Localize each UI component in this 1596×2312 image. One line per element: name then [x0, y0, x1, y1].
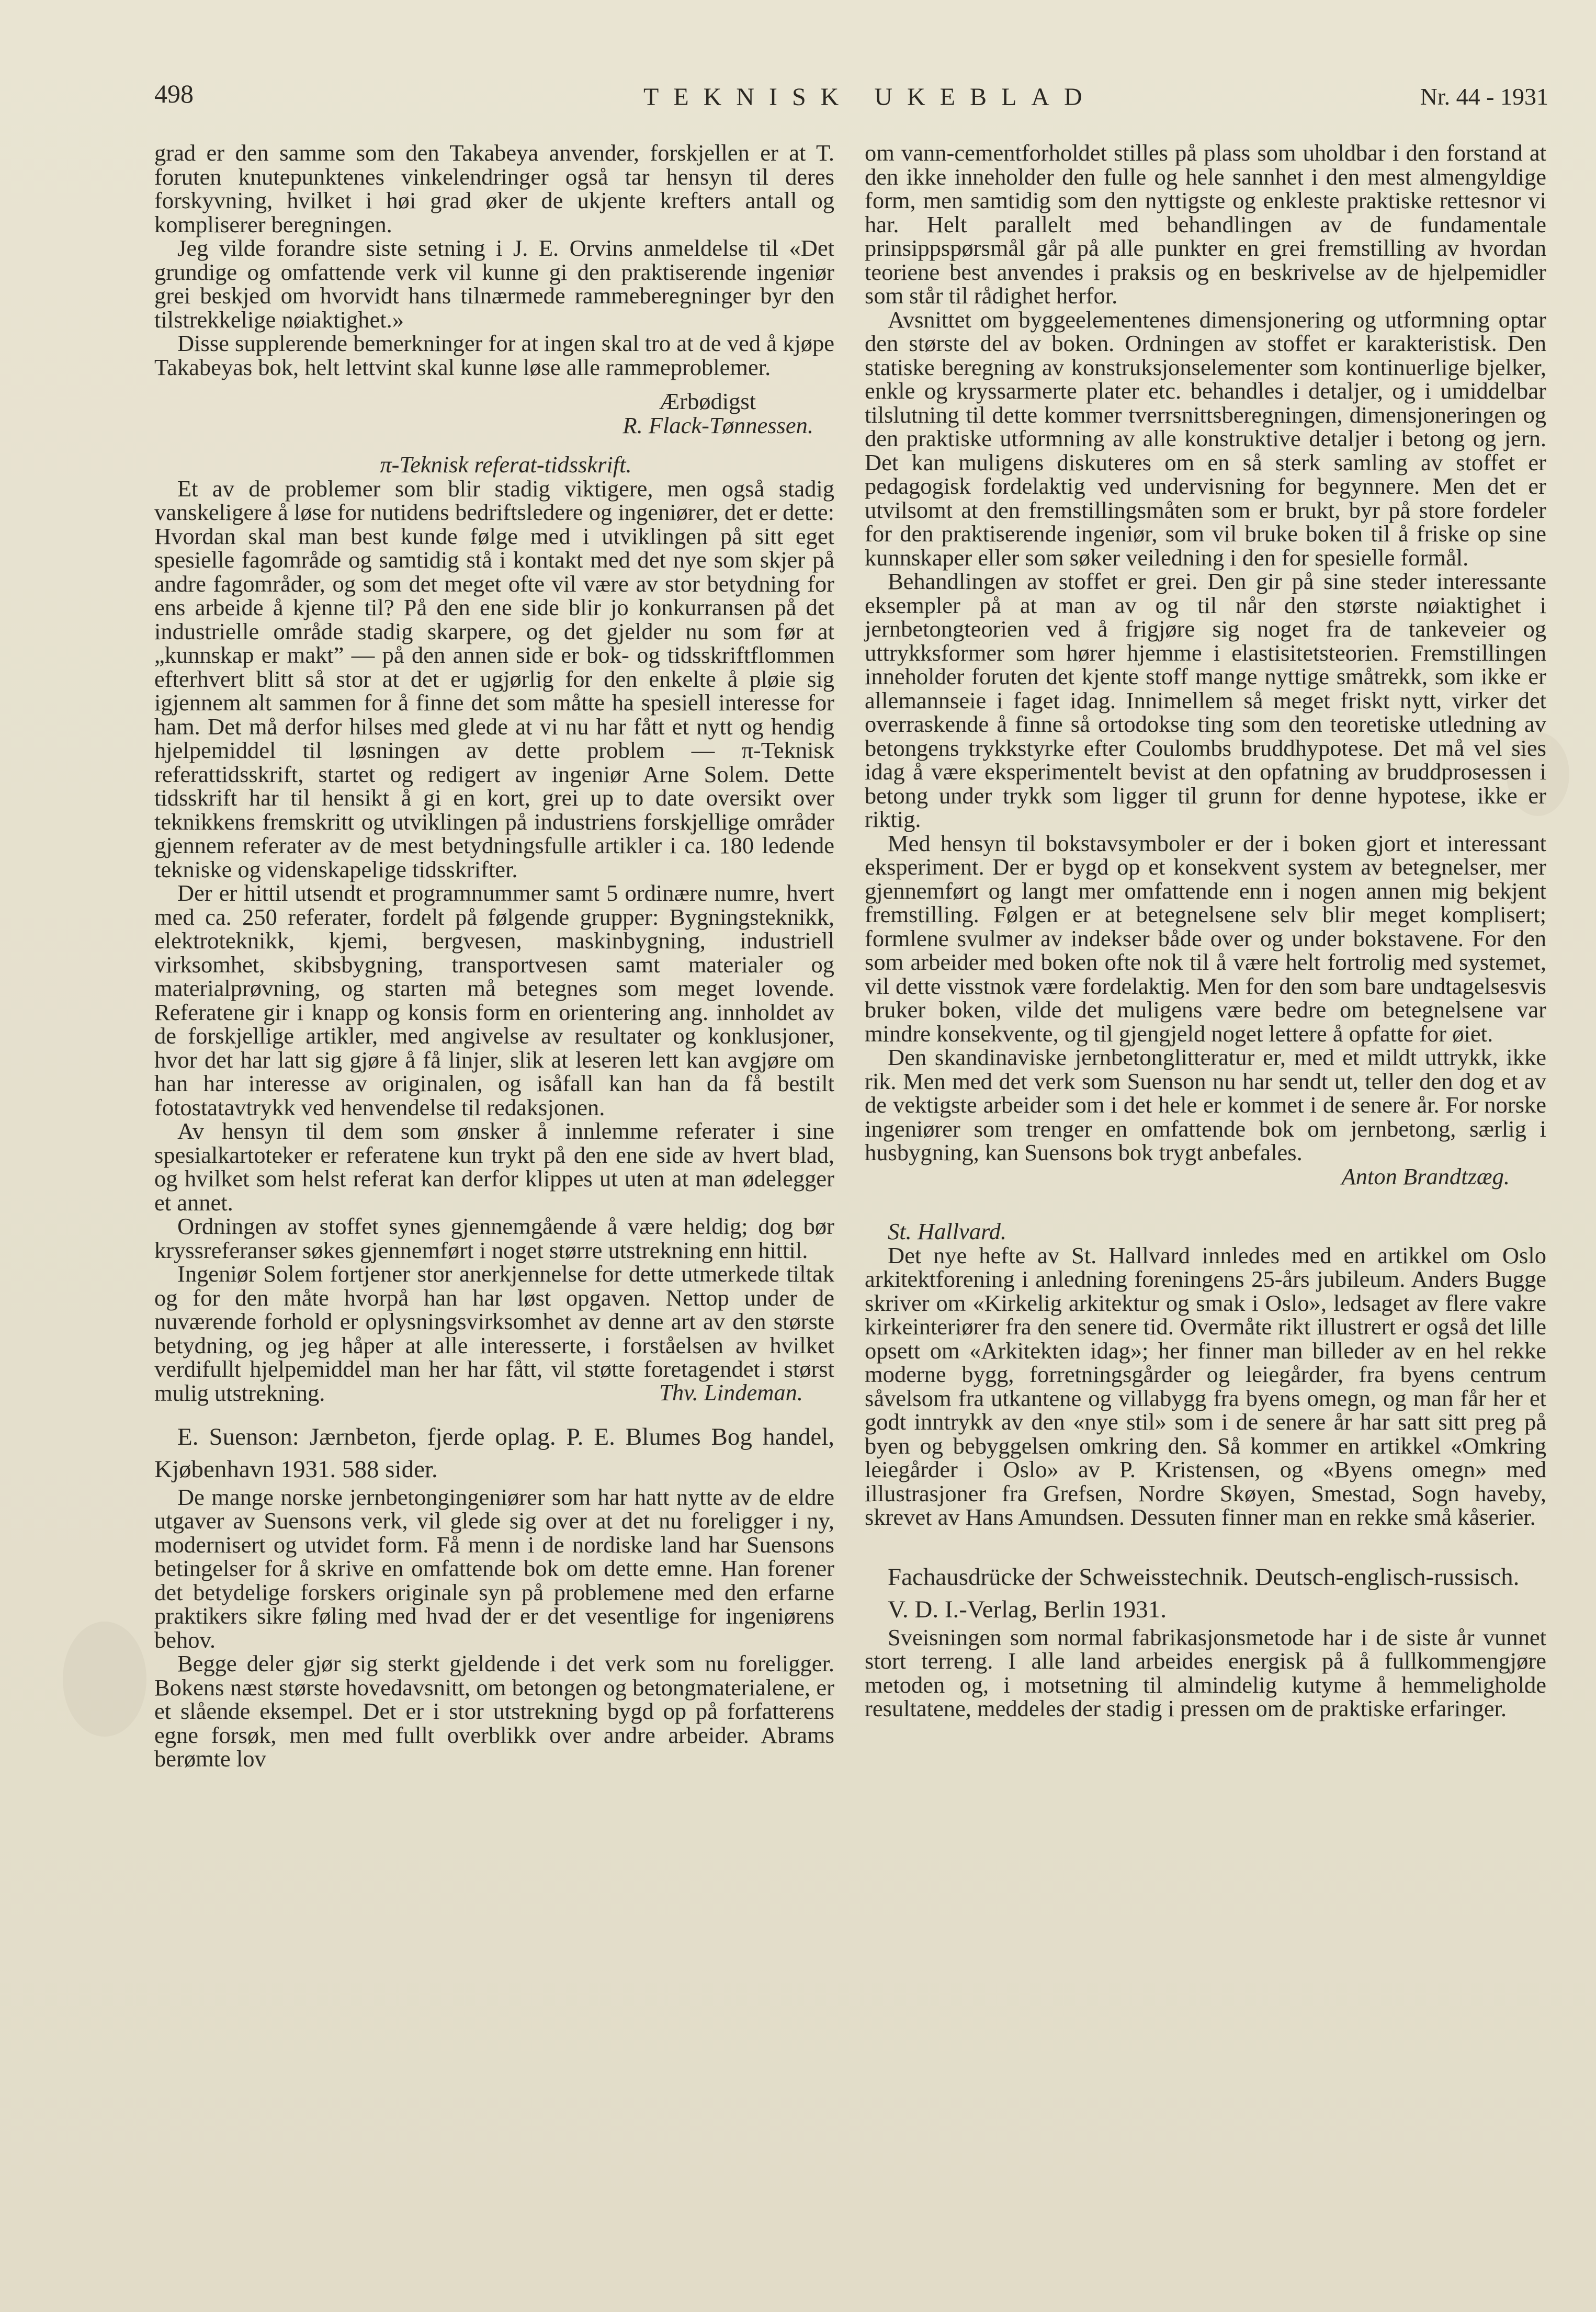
left-column: [154, 141, 834, 1771]
paragraph: De mange norske jernbetongingeniører som har hatt nytte av de eldre utgaver av Suensons verk, vil glede sig over at det nu foreligger i ny, modernisert og utvidet form. Få menn i de nordiske land har Suensons betingelser for å skrive en omfattende bok om dette emne. Han forener det betydelige forskers originale syn på problemene med den erfarne praktikers sikre føling med hvad der er det vesentlige for ingeniørens behov.: [154, 1483, 834, 1653]
paragraph: Med hensyn til bokstavsymboler er der i boken gjort et interessant eksperiment. Der er bygd op et konsekvent system av betegnelser, mer gjennemført og langt mer omfattende enn i nogen annen mig bekjent fremstilling. Følgen er at betegnelsene selv blir meget komplisert; formlene svulmer av indekser både over og under bokstavene. For den som arbeider med boken ofte nok til å være helt fortrolig med systemet, vil dette visstnok være fordelaktig. Men for den som bare undtagelsesvis bruker boken, vilde det muligens være bedre om betegnelsene var mindre konsekvente, og til gjengjeld noget lettere å opfatte for øiet.: [865, 830, 1546, 1047]
paragraph: Disse supplerende bemerkninger for at ingen skal tro at de ved å kjøpe Takabeyas bok, helt lettvint skal kunne løse alle rammeproblemer.: [154, 330, 834, 380]
paragraph: Et av de problemer som blir stadig viktigere, men også stadig vanskeligere å løse for nutidens bedriftsledere og ingeniører, det er dette: Hvordan skal man best kunde følge med i utviklingen på sitt eget spesielle fagområde og samtidig stå i kontakt med det nye som skjer på andre fagområder, og som det meget ofte vil være av stor betydning for ens arbeide å kjenne til? På den ene side blir jo konkurransen på det industrielle område stadig skarpere, og det gjelder nu som før at „kunnskap er makt” — på den annen side er bok- og tidsskriftflommen efterhvert blitt så stor at det er ugjørlig for den enkelte å pløie sig igjennem alt sammen for å finne det som måtte ha spesiell interesse for ham. Det må derfor hilses med glede at vi nu har fått et nytt og hendig hjelpemiddel til løsningen av dette problem — π-Teknisk referattidsskrift, startet og redigert av ingeniør Arne Solem. Dette tidsskrift har til hensikt å gi en kort, grei up to date oversikt over teknikkens fremskritt og utviklingen på industriens forskjellige områder gjennem referater av de mest betydningsfulle artikler i ca. 180 ledende tekniske og videnskapelige tidsskrifter.: [154, 475, 834, 882]
paragraph: Behandlingen av stoffet er grei. Den gir på sine steder interessante eksempler på at man av og til når den største nøiaktighet i jernbetongteorien ved å frigjøre sig noget fra de tankeveier og uttrykksformer som hører hjemme i elastisitetsteorien. Fremstillingen inneholder foruten det kjente stoff mange nyttige småtrekk, som ikke er allemannseie i faget idag. Innimellem så meget friskt nytt, virker det overraskende å finne så ortodokse ting som den teoretiske utledning av betongens trykkstyrke efter Coulombs bruddhypotese. Det må vel sies idag å være eksperimentelt bevist at den opfatning av bruddprosessen i betong under trykk som ligger til grunn for denne hypotese, ikke er riktig.: [865, 568, 1546, 832]
signature: Thv. Lindeman.: [659, 1379, 803, 1406]
paragraph: om vann-cementforholdet stilles på plass som uholdbar i den forstand at den ikke inneholder den fulle og hele sannhet i den mest almengyldige form, men samtidig som den nyttigste og enkleste praktiske rettesnor vi har. Helt parallelt med behandlingen av de fundamentale prinsippspørsmål går på alle punkter en grei fremstilling av hvordan teoriene best anvendes i praksis og en beskrivelse av de hjelpemidler som står til rådighet herfor.: [865, 140, 1546, 309]
right-column: [865, 141, 1546, 1721]
page-header: [154, 78, 1548, 120]
book-review-heading: E. Suenson: Jærnbeton, fjerde oplag. P. E. Blumes Bog handel, Kjøbenhavn 1931. 588 sider.: [154, 1423, 834, 1483]
signature: R. Flack-Tønnessen.: [622, 412, 813, 438]
closing: Ærbødigst: [659, 388, 756, 414]
paragraph: Avsnittet om byggeelementenes dimensjonering og utformning optar den største del av boken. Ordningen av stoffet er karakteristisk. Den statiske beregning av konstruksjonselementer som kontinuerlige bjelker, enkle og kryssarmerte plater etc. behandles i detaljer, og i umiddelbar tilslutning til dette kommer tverrsnittsberegningen, dimensjoneringen og den praktiske utformning av alle konstruktive detaljer i betong og jern. Det kan muligens diskuteres om en så sterk samling av stoffet er pedagogisk fordelaktig ved undervisning for begynnere. Men det er utvilsomt at den fremstillingsmåten som er brukt, byr på store fordeler for den praktiserende ingeniør, som vil bruke boken til å friske op sine kunnskaper eller som søker veiledning i den for spesielle formål.: [865, 306, 1546, 571]
paragraph: Ingeniør Solem fortjener stor anerkjennelse for dette utmerkede tiltak og for den måte hvorpå han har løst opgaven. Nettop under de nuværende forhold er oplysningsvirksomhet av denne art av den største betydning, og jeg håper at alle interesserte, i forståelsen av hvilket verdifullt hjelpemiddel man her har fått, vil støtte foretagendet i størst mulig utstrekning.: [154, 1261, 834, 1406]
paragraph: Der er hittil utsendt et programnummer samt 5 ordinære numre, hvert med ca. 250 referater, fordelt på følgende grupper: Bygningsteknikk, elektroteknikk, kjemi, bergvesen, maskinbygning, industriell virksomhet, skibsbygning, transportvesen samt materialer og materialprøvning, og starten må betegnes som meget lovende. Referatene gir i knapp og konsis form en orientering ang. innholdet av de forskjellige artikler, med angivelse av resultater og konklusjoner, hvor det har latt sig gjøre å få linjer, slik at leseren lett kan avgjøre om han har interesse av originalen, og isåfall kan han da få bestilt fotostatavtrykk ved henvendelse til redaksjonen.: [154, 880, 834, 1120]
paragraph: Av hensyn til dem som ønsker å innlemme referater i sine spesialkartoteker er referatene kun trykt på den ene side av hvert blad, og hvilket som helst referat kan derfor klippes ut uten at man ødelegger et annet.: [154, 1118, 834, 1216]
book-review-publisher: V. D. I.-Verlag, Berlin 1931.: [888, 1595, 1167, 1623]
book-review-heading: Fachausdrücke der Schweisstechnik. Deutsch-englisch-russisch.: [888, 1563, 1520, 1591]
signature: Anton Brandtzæg.: [1341, 1163, 1510, 1189]
section-heading: π-Teknisk referat-tidsskrift.: [380, 451, 632, 478]
section-heading: St. Hallvard.: [888, 1218, 1007, 1244]
paragraph: Den skandinaviske jernbetonglitteratur er, med et mildt uttrykk, ikke rik. Men med det verk som Suenson nu har sendt ut, teller den dog et av de vektigste arbeider som i det hele er kommet i de senere år. For norske ingeniører som trenger en omfattende bok om jernbetong, særlig i husbygning, kan Suensons bok trygt anbefales.: [865, 1044, 1546, 1165]
paper-stain: [63, 1622, 146, 1737]
paragraph: Ordningen av stoffet synes gjennemgående å være heldig; dog bør kryssreferanser søkes gjennemført i noget større utstrekning enn hittil.: [154, 1213, 834, 1263]
paragraph: Begge deler gjør sig sterkt gjeldende i det verk som nu foreligger. Bokens næst største hovedavsnitt, om betongen og betongmaterialene, er et slående eksempel. Det er i stor utstrekning bygd op på forfatterens egne forsøk, men med fullt overblikk over andre arbeider. Abrams berømte lov: [154, 1650, 834, 1772]
paragraph: Jeg vilde forandre siste setning i J. E. Orvins anmeldelse til «Det grundige og omfattende verk vil kunne gi den praktiserende ingeniør grei beskjed om hvorvidt hans tilnærmede rammeberegninger byr den tilstrekkelige nøiaktighet.»: [154, 235, 834, 333]
paragraph: Det nye hefte av St. Hallvard innledes med en artikkel om Oslo arkitektforening i anledning foreningens 25-års jubileum. Anders Bugge skriver om «Kirkelig arkitektur og smak i Oslo», ledsaget av flere vakre kirkeinteriører fra den senere tid. Overmåte rikt illustrert er også det lille opsett om «Arkitekten idag»; her finner man billeder av en hel rekke moderne bygg, forretningsgårder og leiegårder, fra byens centrum såvelsom fra utkantene og villabygg fra byens omegn, og man får her et godt inntrykk av den «nye stil» som i de senere år har satt sitt preg på byen og bebyggelsen omkring den. Så kommer en artikkel «Omkring leiegårder i Oslo» av P. Kristensen, og «Byens omegn» med illustrasjoner fra Grefsen, Nordre Skøyen, Smestad, Sogn haveby, skrevet av Hans Amundsen. Dessuten finner man en rekke små kåserier.: [865, 1242, 1546, 1530]
issue-number: Nr. 44 - 1931: [1420, 83, 1548, 110]
journal-title: TEKNISK UKEBLAD: [643, 83, 1097, 111]
paragraph: Sveisningen som normal fabrikasjonsmetode har i de siste år vunnet stort terreng. I alle land arbeides energisk på å fullkommengjøre metoden og, i motsetning til almindelig kutyme å hemmeligholde resultatene, meddeles der stadig i pressen om de praktiske erfaringer.: [865, 1624, 1546, 1721]
paragraph: grad er den samme som den Takabeya anvender, forskjellen er at T. foruten knutepunktenes vinkelendringer også tar hensyn til deres forskyvning, hvilket i høi grad øker de ukjente krefters antall og kompliserer beregningen.: [154, 140, 834, 237]
page-number: 498: [154, 79, 194, 108]
